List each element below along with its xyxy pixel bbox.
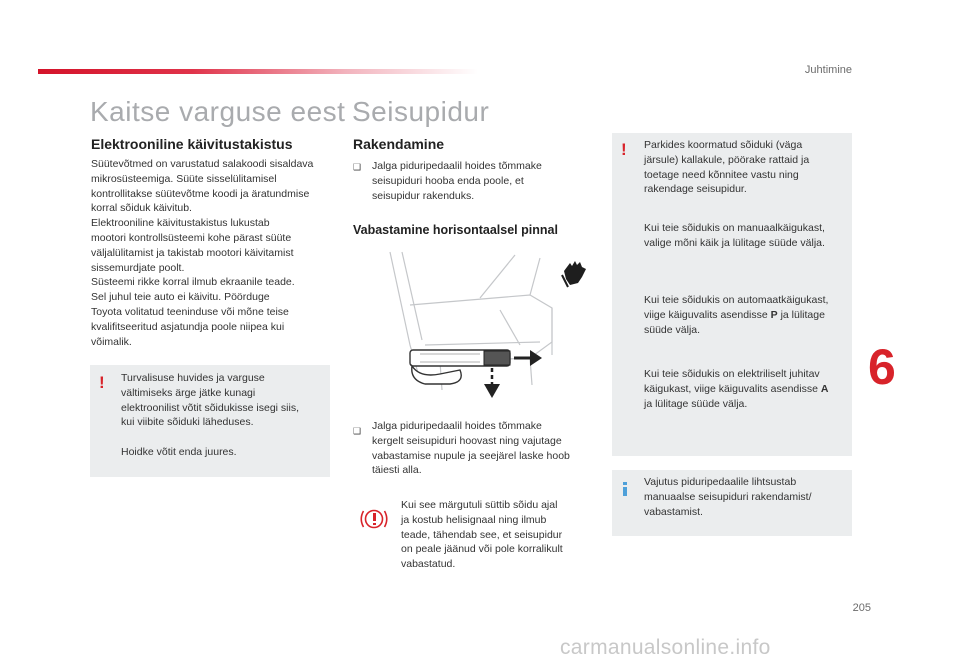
- section-label: Juhtimine: [804, 64, 852, 76]
- release-step: Jalga piduripedaalil hoides tõmmake kergelt seisupiduri hoovast ning vajutage vabastamise nupule ja seejärel laske hoob täiesti alla.: [372, 420, 570, 477]
- immobilizer-body: Süütevõtmed on varustatud salakoodi sisaldava mikrosüsteemiga. Süüte sisselülitamisel kontrollitakse süütevõtme koodi ja äratundmise korral sõiduk käivitub. Elektrooniline käivitustakistus lukustab mootori kontrollsüsteemi kohe pärast süüte väljalülitamist ja takistab mootori käivitamist sissemurdjate poolt. Süsteemi rikke korral ilmub ekraanile teade. Sel juhul teie auto ei käivitu. Pöörduge Toyota volitatud teeninduse või mõne teise kvalifitseeritud asjatundja poole niipea kui võimalik.: [91, 158, 314, 348]
- left-warning-text: Turvalisuse huvides ja varguse vältimiseks ärge jätke kunagi elektroonilist võtit sõidukisse isegi siis, kui viibite sõiduki läheduses. Hoidke võtit enda juures.: [121, 372, 299, 458]
- right-info-box: [612, 470, 852, 536]
- down-arrow-head: [484, 384, 500, 398]
- header-accent-bar: [38, 69, 478, 74]
- brake-lever: [410, 350, 510, 384]
- electric-gearbox-text: Kui teie sõidukis on elektriliselt juhitav käigukast, viige käiguvalits asendisse A ja lülitage süüde välja.: [644, 368, 829, 410]
- watermark: carmanualsonline.info: [560, 636, 771, 659]
- push-arrow-head: [530, 350, 542, 366]
- manual-gearbox-text: Kui teie sõidukis on manuaalkäigukast, valige mõni käik ja lülitage süüde välja.: [644, 222, 825, 249]
- warning-icon: !: [99, 373, 105, 392]
- page-number: 205: [852, 602, 871, 614]
- info-text: Vajutus piduripedaalile lihtsustab manuaalse seisupiduri rakendamist/ vabastamist.: [644, 476, 812, 518]
- page-title-left: Kaitse varguse eest: [90, 96, 346, 127]
- info-icon: [623, 482, 627, 496]
- apply-step: Jalga piduripedaalil hoides tõmmake seisupiduri hooba enda poole, et seisupidur rakenduks.: [372, 160, 542, 202]
- warning-icon-right: !: [621, 140, 627, 159]
- subtitle-release: Vabastamine horisontaalsel pinnal: [353, 223, 558, 237]
- brake-alert-text: Kui see märgutuli süttib sõidu ajal ja kostub helisignaal ning ilmub teade, tähendab see, et seisupidur on peale jäänud või pole korralikult vabastatud.: [401, 499, 563, 571]
- brake-warning-lamp-icon: [360, 507, 388, 531]
- bullet-icon-2: ❑: [353, 426, 362, 436]
- automatic-gearbox-text: Kui teie sõidukis on automaatkäigukast, viige käiguvalits asendisse P ja lülitage süüde välja.: [644, 294, 829, 336]
- hand-icon: [560, 257, 588, 289]
- left-warning-box: [90, 365, 330, 477]
- subtitle-immobilizer: Elektrooniline käivitustakistus: [91, 136, 293, 152]
- bullet-icon: ❑: [353, 162, 362, 172]
- chapter-number: 6: [868, 339, 896, 395]
- right-warning-box: [612, 133, 852, 456]
- page-title-middle: Seisupidur: [352, 96, 490, 127]
- parking-slope-text: Parkides koormatud sõiduki (väga järsule) kallakule, pöörake rattaid ja toetage need kõnnitee vastu ning rakendage seisupidur.: [644, 139, 810, 196]
- subtitle-apply: Rakendamine: [353, 136, 445, 152]
